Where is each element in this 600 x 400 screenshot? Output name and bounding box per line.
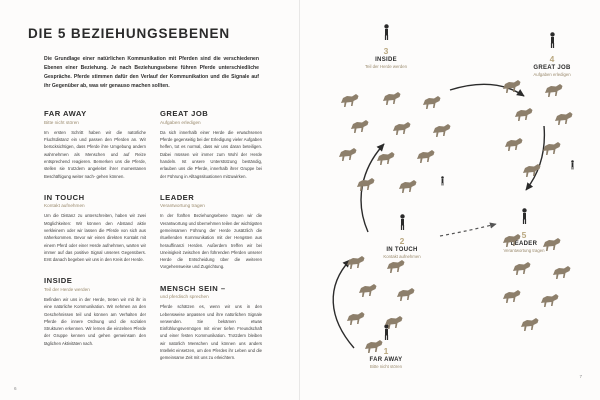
section-body: Im ersten Schritt haben wir die natürliche Fluchtdistanz ein und passen den Pferden an. Wir berücksichtigen, dass Pferde ihre Umgebung andern wahrnehmen als Menschen und auf Reize entsprechend reagieren. Bemerken uns die Pferde, stellen sie trotzdem angeleitet ihrer momentanen Beschäftigung weiter nach- gehen können. [44,129,146,179]
node-in-touch[interactable] [366,214,438,259]
section-subtitle: Teil der Herde werden [44,286,90,292]
section-body: Befinden wir uns in der Herde, treten wir mit ihr in eine natürliche Kommunikation. Wir nehmen an den Geschehnissen teil und können am Verhalten der Pferde die innere Ordnung und die sozialen Strukturen erkennen. Wir lernen die einzelnen Pferde der Gruppe kennen und gehen gemeinsam den täglichen Aktivitäten nach. [44,296,146,346]
node-desc: Bitte nicht stören [369,364,402,370]
node-name: GREAT JOB [533,65,571,72]
node-desc: Kontakt aufnehmen [383,254,421,260]
section-subtitle: Bitte nicht stören [44,119,79,125]
node-name: LEADER [510,241,538,248]
node-desc: Aufgaben erledigen [533,72,571,78]
section-heading: FAR AWAY [44,109,87,119]
node-name: IN TOUCH [386,247,418,254]
section-heading: IN TOUCH [44,192,85,202]
node-name: FAR AWAY [369,357,403,364]
section-subtitle: Verantwortung tragen [160,203,205,209]
section-body: Da sich innerhalb einer Herde die erwachsenen Pferde gegenseitig bei der Erledigung vieler Aufgaben helfen, tot es normal, dass wir uns daran beteiligen. Dabei müssen wir immer zum Wohl der Herde handeln. Ist unsere Unterstützung beständig, erlauben uns die Pferde, innerhalb ihrer Gruppe bei der Führung in Alltagssituationen mitzuwirken. [160,129,262,179]
section-great-job [160,109,262,180]
section-body: In der fünften Beziehungsebene tragen wir die Verantwortung und übernehmen teilen der wichtigsten gemeinsamen Führung der Herde zusätzlich die rituellenden Kommunikation mit der Hengsten aus herauffinanzi Herden. Außerdem treffen wir bei Uneinigkeit zwischen den führenden Pferden unserer Herde die Entscheidung über die weiteren Vorgehensweise und Zugrichtung. [160,213,262,270]
relationship-diagram [310,18,596,388]
herd-great-job [496,76,592,186]
node-number: 1 [383,346,389,356]
section-far-away [44,109,146,180]
section-heading: GREAT JOB [160,109,209,119]
person-icon [350,24,422,45]
section-subtitle: Kontakt aufnehmen [44,203,85,209]
page-number-left: 6 [14,386,17,391]
page-title: DIE 5 BEZIEHUNGSEBENEN [28,26,231,41]
section-heading: INSIDE [44,276,73,286]
person-icon [488,208,560,229]
node-name: INSIDE [375,57,397,64]
section-in-touch [44,193,146,264]
herd-in-touch [338,254,434,364]
section-body: Pferde schätzen es, wenn wir uns in den Lebensweise anpassen und ihre natürlichen Signale verwenden. Sie bekämen etwas Einfühlungsvermögen mit einer tiefen Freundschaft und einer festen Kommunikation. Trotzdem bleiben wir natürlich Menschen und können uns anders Intellekt einsetzen, um den Pferdes ihr Leben und die gemeinsame Zeit mit uns zu erleichtern. [160,304,262,361]
section-inside [44,276,146,347]
section-leader [160,193,262,271]
node-number: 4 [549,54,555,64]
node-desc: Verantwortung tragen [503,248,545,254]
column-right [160,109,262,374]
section-heading: MENSCH SEIN – [160,283,226,293]
section-subtitle: Aufgaben erledigen [160,119,201,125]
node-great-job[interactable] [516,32,588,77]
node-number: 3 [383,46,389,56]
node-number: 5 [521,230,527,240]
section-subtitle: und pferdisch sprechen [160,294,209,300]
node-desc: Teil der Herde werden [364,64,408,70]
text-columns [44,109,280,374]
column-left [44,109,146,374]
person-icon [516,32,588,53]
right-page [300,0,600,400]
herd-inside [336,90,466,210]
page-number-right: 7 [579,374,582,379]
intro-paragraph: Die Grundlage einer natürlichen Kommunikation mit Pferden sind die verschiedenen Ebenen einer Beziehung. Je nach Beziehungsebene führen Pferde unterschiedliche Gespräche. Pferde stimmen dafür den Verlauf der Kommunikation und die Signale auf ihr Gegenüber ab, was wir genauso machen sollten. [44,56,259,90]
section-heading: LEADER [160,192,195,202]
section-mensch-sein [160,284,262,362]
node-number: 2 [399,236,405,246]
person-icon [366,214,438,235]
node-inside[interactable] [350,24,422,69]
section-body: Um die Distanz zu unterschreiten, haben wir zwei Möglichkeiten: Wir können den Abstand aktiv verkleinern oder wir lassen die Pferde von sich aus näherkommen. Bevor wir einen direkten Kontakt mit einem Pferd oder einer Herde aufnehmen, warten wir immer auf das positive Signal unseres Gegenübers. Erst danach begeben wir uns in den Kreis der Herde. [44,213,146,263]
herd-leader [492,232,588,342]
